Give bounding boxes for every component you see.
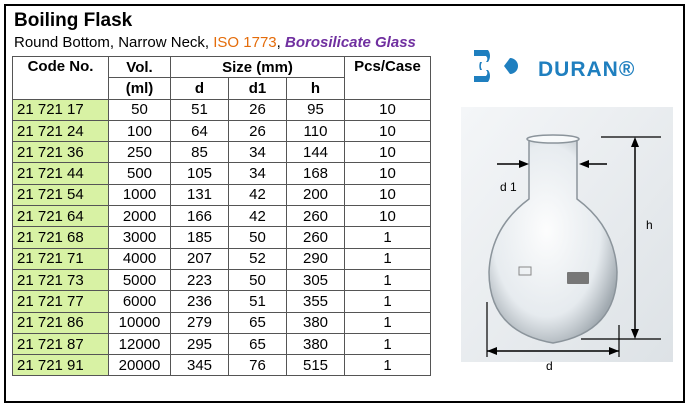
cell-code: 21 721 68 <box>13 227 109 248</box>
cell-vol: 1000 <box>109 184 171 205</box>
cell-h: 380 <box>287 333 345 354</box>
cell-d1: 34 <box>229 142 287 163</box>
cell-pcs: 10 <box>345 99 431 120</box>
cell-vol: 500 <box>109 163 171 184</box>
cell-pcs: 10 <box>345 206 431 227</box>
table-row <box>13 355 431 376</box>
table-row <box>13 99 431 120</box>
table-row <box>13 312 431 333</box>
cell-d: 207 <box>171 248 229 269</box>
header-vol-unit: (ml) <box>109 78 171 99</box>
cell-d: 105 <box>171 163 229 184</box>
table-row <box>13 248 431 269</box>
subtitle-separator: , <box>276 34 285 51</box>
cell-h: 95 <box>287 99 345 120</box>
header-h: h <box>287 78 345 99</box>
cell-code: 21 721 73 <box>13 269 109 290</box>
cell-d: 345 <box>171 355 229 376</box>
cell-h: 260 <box>287 227 345 248</box>
cell-code: 21 721 86 <box>13 312 109 333</box>
table-row <box>13 163 431 184</box>
subtitle-iso: ISO 1773 <box>213 34 277 51</box>
cell-code: 21 721 77 <box>13 291 109 312</box>
label-d1: d 1 <box>500 180 517 194</box>
cell-vol: 2000 <box>109 206 171 227</box>
cell-code: 21 721 17 <box>13 99 109 120</box>
cell-h: 305 <box>287 269 345 290</box>
cell-pcs: 1 <box>345 312 431 333</box>
cell-pcs: 1 <box>345 227 431 248</box>
cell-vol: 10000 <box>109 312 171 333</box>
cell-vol: 6000 <box>109 291 171 312</box>
cell-pcs: 10 <box>345 184 431 205</box>
spec-table <box>12 56 431 376</box>
cell-pcs: 1 <box>345 248 431 269</box>
cell-pcs: 1 <box>345 355 431 376</box>
cell-pcs: 10 <box>345 120 431 141</box>
cell-h: 290 <box>287 248 345 269</box>
table-row <box>13 184 431 205</box>
cell-d: 166 <box>171 206 229 227</box>
cell-pcs: 1 <box>345 269 431 290</box>
cell-vol: 5000 <box>109 269 171 290</box>
cell-vol: 100 <box>109 120 171 141</box>
cell-pcs: 1 <box>345 333 431 354</box>
table-row <box>13 269 431 290</box>
subtitle-glass: Borosilicate Glass <box>284 34 416 51</box>
cell-h: 110 <box>287 120 345 141</box>
cell-d1: 26 <box>229 120 287 141</box>
cell-code: 21 721 64 <box>13 206 109 227</box>
header-d: d <box>171 78 229 99</box>
cell-d1: 50 <box>229 269 287 290</box>
cell-d1: 42 <box>229 206 287 227</box>
cell-code: 21 721 44 <box>13 163 109 184</box>
cell-vol: 250 <box>109 142 171 163</box>
cell-h: 168 <box>287 163 345 184</box>
cell-code: 21 721 71 <box>13 248 109 269</box>
cell-d1: 52 <box>229 248 287 269</box>
cell-d: 85 <box>171 142 229 163</box>
cell-h: 260 <box>287 206 345 227</box>
table-row <box>13 227 431 248</box>
subtitle-text: Round Bottom, Narrow Neck, <box>14 34 214 51</box>
cell-code: 21 721 24 <box>13 120 109 141</box>
cell-h: 355 <box>287 291 345 312</box>
cell-h: 515 <box>287 355 345 376</box>
header-d1: d1 <box>229 78 287 99</box>
cell-vol: 3000 <box>109 227 171 248</box>
cell-d1: 26 <box>229 99 287 120</box>
cell-h: 380 <box>287 312 345 333</box>
cell-d1: 51 <box>229 291 287 312</box>
cell-d: 295 <box>171 333 229 354</box>
label-h: h <box>646 218 653 232</box>
cell-d1: 50 <box>229 227 287 248</box>
cell-code: 21 721 36 <box>13 142 109 163</box>
cell-vol: 12000 <box>109 333 171 354</box>
table-row <box>13 291 431 312</box>
table-row <box>13 120 431 141</box>
cell-d1: 65 <box>229 312 287 333</box>
page-subtitle <box>14 34 416 51</box>
cell-d1: 76 <box>229 355 287 376</box>
flask-photo <box>461 107 673 394</box>
header-size: Size (mm) <box>171 57 345 78</box>
cell-d: 64 <box>171 120 229 141</box>
cell-d1: 42 <box>229 184 287 205</box>
page-title: Boiling Flask <box>14 10 133 31</box>
cell-code: 21 721 87 <box>13 333 109 354</box>
cell-pcs: 10 <box>345 163 431 184</box>
cell-vol: 20000 <box>109 355 171 376</box>
cell-d: 236 <box>171 291 229 312</box>
cell-pcs: 1 <box>345 291 431 312</box>
table-row <box>13 333 431 354</box>
cell-vol: 50 <box>109 99 171 120</box>
table-row <box>13 206 431 227</box>
cell-vol: 4000 <box>109 248 171 269</box>
cell-code: 21 721 54 <box>13 184 109 205</box>
cell-d: 223 <box>171 269 229 290</box>
cell-pcs: 10 <box>345 142 431 163</box>
header-code: Code No. <box>13 57 109 100</box>
cell-d: 279 <box>171 312 229 333</box>
header-pcs: Pcs/Case <box>345 57 431 100</box>
label-d: d <box>546 359 553 373</box>
table-row <box>13 142 431 163</box>
cell-d1: 34 <box>229 163 287 184</box>
cell-d: 131 <box>171 184 229 205</box>
cell-d1: 65 <box>229 333 287 354</box>
cell-h: 200 <box>287 184 345 205</box>
duran-logo-text: DURAN® <box>538 58 636 81</box>
header-vol: Vol. <box>109 57 171 78</box>
cell-d: 185 <box>171 227 229 248</box>
cell-d: 51 <box>171 99 229 120</box>
cell-code: 21 721 91 <box>13 355 109 376</box>
cell-h: 144 <box>287 142 345 163</box>
